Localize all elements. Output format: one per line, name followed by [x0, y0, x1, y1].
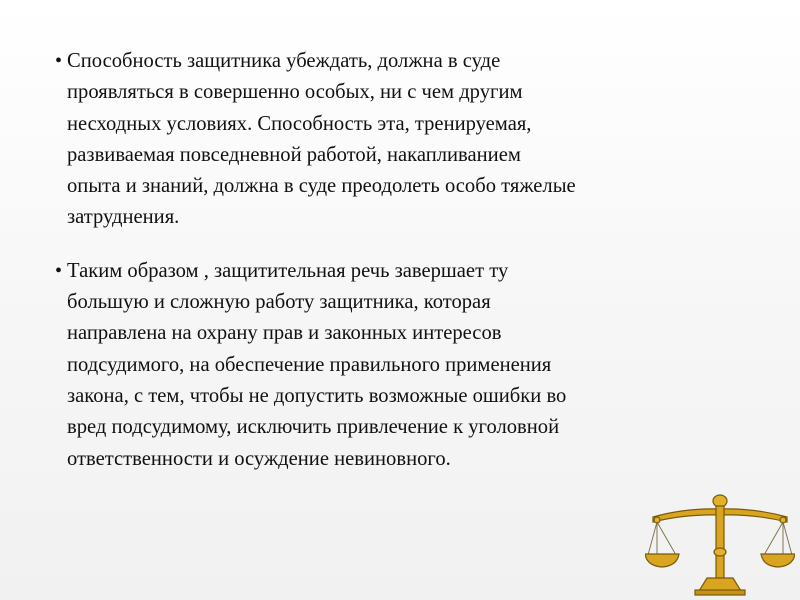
paragraph-2 [52, 256, 752, 475]
bullet: • [55, 50, 63, 72]
slide-text [52, 46, 752, 497]
bullet: • [55, 259, 63, 282]
text-line: большую и сложную работу защитника, которая [67, 291, 491, 314]
text-line: затруднения. [67, 206, 180, 229]
text-line: Таким образом , защитительная речь завершает ту [67, 259, 509, 282]
text-line: Способность защитника убеждать, должна в суде [67, 50, 501, 72]
text-line: ответственности и осуждение невиновного. [67, 447, 451, 470]
text-line: несходных условиях. Способность эта, тренируемая, [67, 112, 532, 135]
text-line: закона, с тем, чтобы не допустить возможные ошибки во [67, 384, 567, 407]
text-line: вред подсудимому, исключить привлечение к уголовной [67, 416, 560, 439]
text-line: направлена на охрану прав и законных интересов [67, 322, 502, 345]
text-line: опыта и знаний, должна в суде преодолеть особо тяжелые [67, 175, 576, 198]
text-line: проявляться в совершенно особых, ни с чем другим [67, 81, 523, 104]
text-line: развиваемая повседневной работой, накапливанием [67, 143, 521, 166]
scales-of-justice-icon [645, 492, 795, 597]
paragraph-1 [52, 46, 752, 234]
text-line: подсудимого, на обеспечение правильного применения [67, 353, 552, 376]
